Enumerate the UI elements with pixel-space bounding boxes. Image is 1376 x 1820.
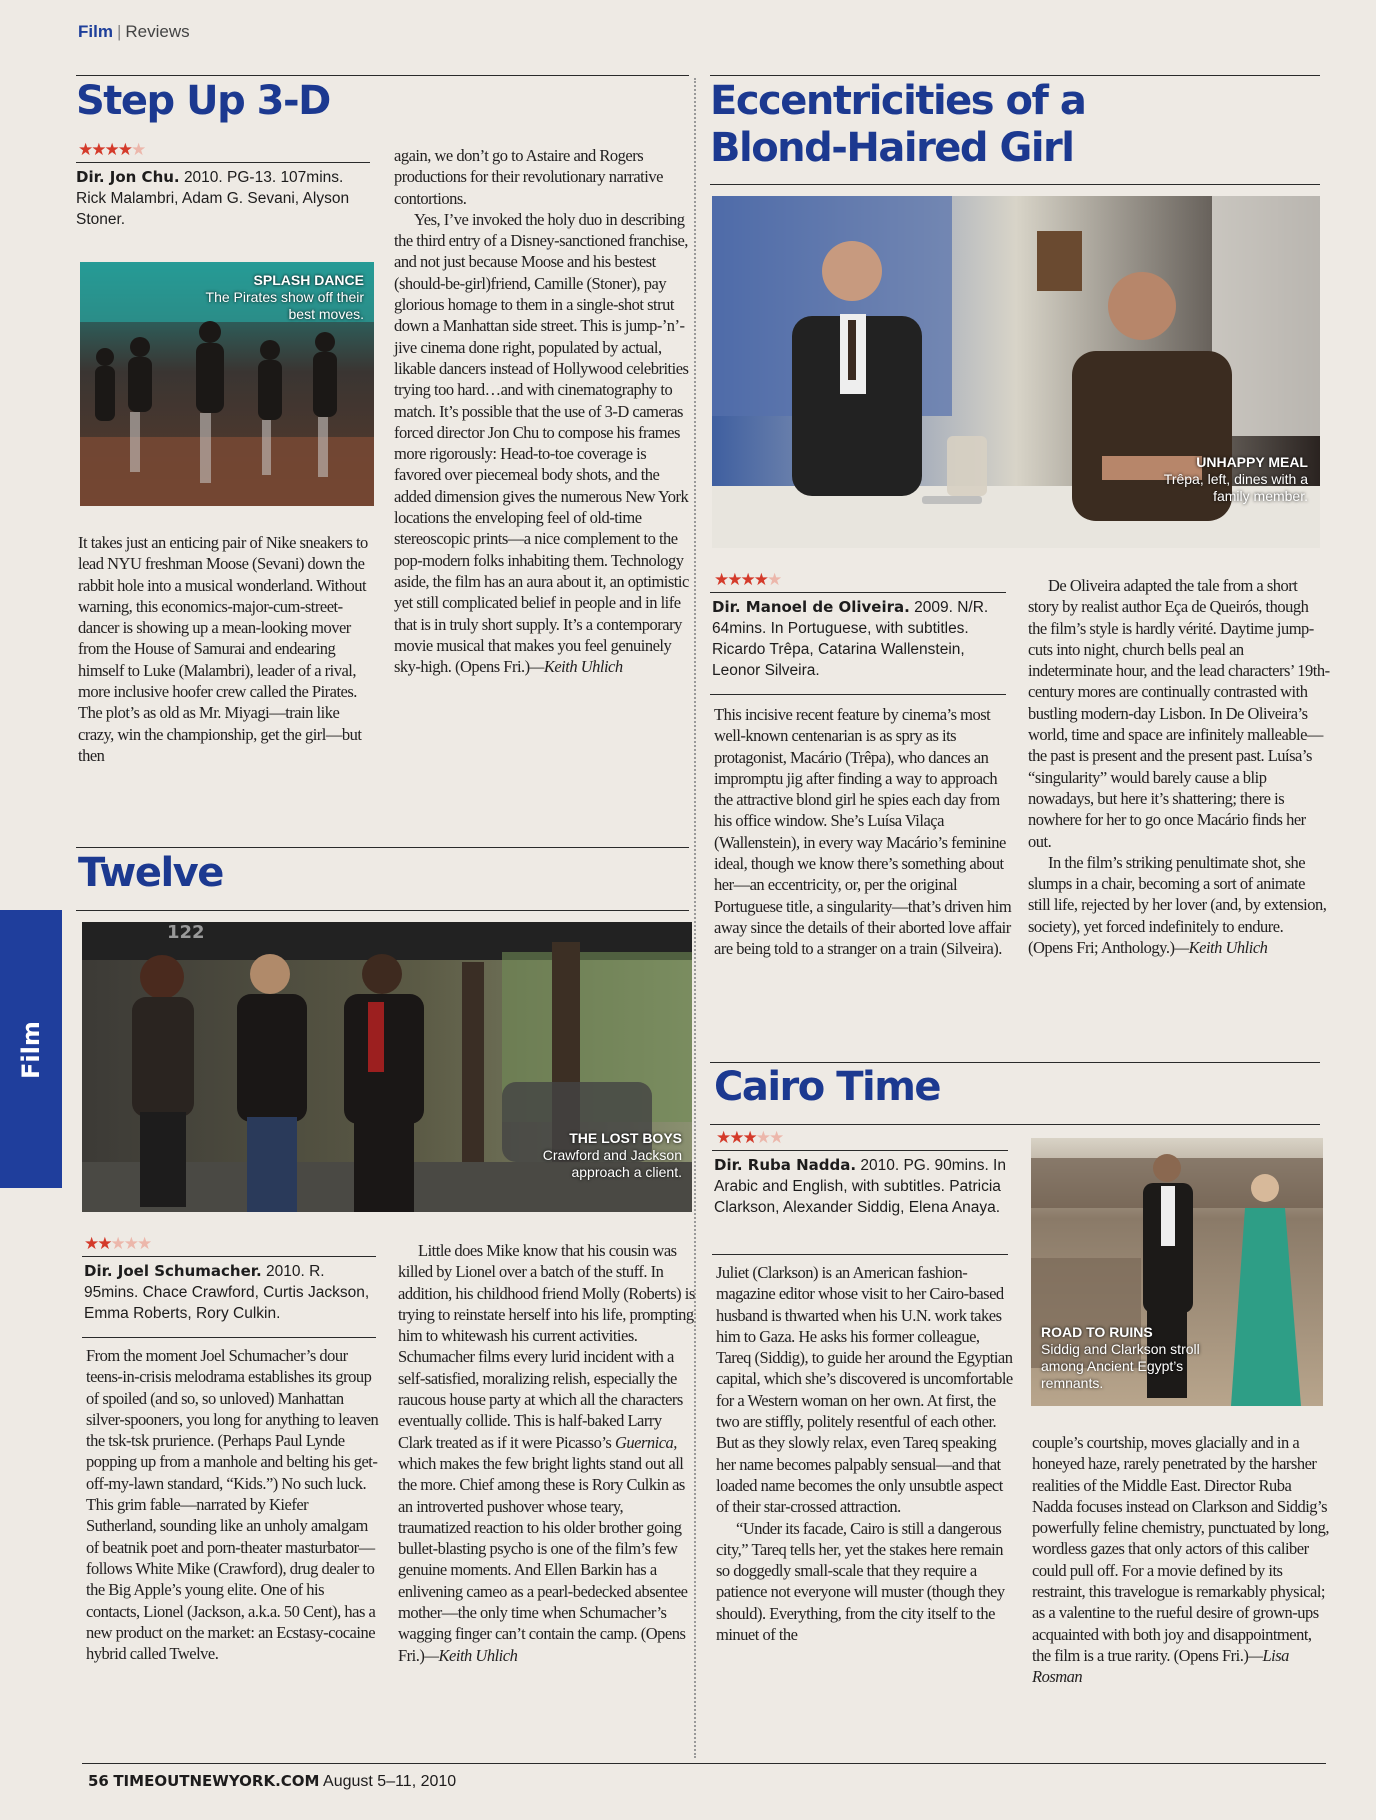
twelve-paragraph-2b: which makes the few bright lights stand out all the more. Chief among these is Rory Culkin as an introverted pushover whose teary, traumatized reaction to his older brother going bullet-blasting psycho is one of the film’s few genuine moments. And Ellen Barkin has a enlivening cameo as a pearl-bedecked absentee mother—the only time when Schumacher’s wagging finger can’t contain the camp. (Opens Fri.) [398,1453,688,1665]
twelve-photo [82,922,692,1212]
twelve-paragraph-1: From the moment Joel Schumacher’s dour teens-in-crisis melodrama establishes its group of spoiled (and so, so unloved) Manhattan silver-spooners, you long for anything to leaven the tsk-tsk prurience. (Perhaps Paul Lynde popping up from a manhole and belting his get-off-my-lawn standard, “Kids.”) No such luck. This grim fable—narrated by Kiefer Sutherland, sounding like an unholy amalgam of beatnik poet and porn-theater masturbator—follows White Mike (Crawford), drug dealer to the Big Apple’s young elite. One of his contacts, Lionel (Jackson, a.k.a. 50 Cent), has a new product on the market: an Ecstasy-cocaine hybrid called Twelve. [86,1346,379,1664]
cairo-credits-rule [712,1150,1008,1151]
footer-site[interactable]: TIMEOUTNEWYORK.COM [113,1772,320,1790]
page-footer [88,1772,456,1791]
cairo-director: Dir. Ruba Nadda. [714,1156,857,1174]
eccentricities-title-line1: Eccentricities of a [710,78,1086,124]
twelve-director: Dir. Joel Schumacher. [84,1262,262,1280]
eccentricities-photo-caption [1158,454,1308,505]
eccentricities-paragraph-3: In the film’s striking penultimate shot, she slumps in a chair, becoming a sort of animate still life, rejected by her lover (and, by extension, society), yet forced indefinitely to endure. (Opens Fri; Anthology.) [1028,852,1327,958]
stepup-photo [80,262,374,506]
star-filled-icon: ★ [84,1234,98,1254]
side-tab-label: Film [17,1021,45,1079]
stepup-body-col1 [78,532,374,766]
star-filled-icon: ★ [117,140,131,160]
star-filled-icon: ★ [727,570,741,590]
eccentricities-photo [712,196,1320,548]
eccentricities-credits-rule [710,592,1006,593]
section-header [78,22,190,42]
cairo-body-col2 [1032,1432,1332,1688]
eccentricities-title [710,78,1085,172]
twelve-body-col2 [398,1240,696,1666]
stepup-top-rule [76,75,689,76]
cairo-title-rule [710,1124,1320,1125]
stepup-paragraph-2: again, we don’t go to Astaire and Rogers productions for their revolutionary narrative contortions. [394,146,663,208]
star-empty-icon: ★ [123,1234,137,1254]
eccentricities-title-rule [710,184,1320,185]
eccentricities-paragraph-1: This incisive recent feature by cinema’s most well-known centenarian is as spry as its protagonist, Macário (Trêpa), who dances an impromptu jig after finding a way to approach the attractive blond girl he spies each day from his office window. She’s Luísa Vilaça (Wallenstein), in every way Macário’s feminine ideal, though we know there’s something about her—an eccentricity, or, per the original Portuguese title, a singularity—that’s driven him away since the details of their aborted love affair are being told to a stranger on a train (Silveira). [714,705,1012,959]
star-filled-icon: ★ [742,1128,756,1148]
twelve-caption-title: THE LOST BOYS [569,1130,682,1146]
stepup-director: Dir. Jon Chu. [76,168,180,186]
stepup-caption-title: SPLASH DANCE [253,272,364,288]
subsection-label[interactable]: Reviews [125,22,190,41]
stepup-byline: —Keith Uhlich [529,657,623,677]
stepup-star-rating [78,140,144,160]
eccentricities-byline: —Keith Uhlich [1174,938,1268,958]
star-empty-icon: ★ [110,1234,124,1254]
eccentricities-credits [712,597,1012,681]
star-empty-icon: ★ [769,1128,783,1148]
star-filled-icon: ★ [753,570,767,590]
star-empty-icon: ★ [137,1234,151,1254]
eccentricities-credits-text: 2009. N/R. 64mins. In Portuguese, with subtitles. Ricardo Trêpa, Catarina Wallenstein, Leonor Silveira. [712,599,989,679]
star-empty-icon: ★ [755,1128,769,1148]
twelve-credits-bottom-rule [82,1337,376,1338]
eccentricities-body-col2 [1028,575,1330,958]
footer-date: August 5–11, 2010 [323,1773,457,1790]
eccentricities-credits-bottom-rule [710,694,1006,695]
twelve-credits-rule [82,1256,376,1257]
section-separator: | [116,22,122,41]
eccentricities-director: Dir. Manoel de Oliveira. [712,598,910,616]
cairo-top-rule [710,1062,1320,1063]
stepup-paragraph-3: Yes, I’ve invoked the holy duo in describing the third entry of a Disney-sanctioned franchise, and not just because Moose and his bestest (should-be-girl)friend, Camille (Stoner), pay glorious homage to them in a single-shot strut down a Manhattan side street. This is jump-’n’-jive cinema done right, populated by actual, likable dancers instead of Hollywood celebrities trying too hard…and with cinematography to match. It’s possible that the use of 3-D cameras forced director Jon Chu to compose his frames more rigorously: Head-to-toe coverage is favored over piecemeal body shots, and the added dimension gives the numerous New York locations the enveloping feel of old-time stereoscopic prints—a nice complement to the pop-modern folks inhabiting them. Technology aside, the film has an aura about it, an optimistic yet still complicated belief in people and in life that is in truly short supply. It’s a contemporary movie musical that makes you feel genuinely sky-high. (Opens Fri.) [394,209,689,677]
star-empty-icon: ★ [767,570,781,590]
twelve-star-rating [84,1234,150,1254]
twelve-body-col1 [86,1345,380,1664]
twelve-title: Twelve [78,850,223,896]
stepup-body-col2 [394,145,690,677]
eccentricities-caption-title: UNHAPPY MEAL [1196,454,1308,470]
cairo-credits-text: 2010. PG. 90mins. In Arabic and English, with subtitles. Patricia Clarkson, Alexander Siddig, Elena Anaya. [714,1157,1006,1216]
twelve-top-rule [76,847,689,848]
stepup-title: Step Up 3-D [76,78,330,124]
star-filled-icon: ★ [740,570,754,590]
cairo-caption-text: Siddig and Clarkson stroll among Ancient Egypt’s remnants. [1041,1341,1200,1391]
cairo-byline: —Lisa Rosman [1032,1645,1289,1687]
stepup-credits-rule [76,162,370,163]
twelve-paragraph-2-italic: Guernica, [614,1432,677,1452]
eccentricities-top-rule [710,75,1320,76]
cairo-photo-caption [1041,1324,1201,1392]
cairo-credits [714,1155,1014,1218]
eccentricities-paragraph-2: De Oliveira adapted the tale from a short story by realist author Eça de Queirós, though the film’s style is hardly vérité. Daytime jump-cuts into night, church bells peal an indeterminate hour, and the lead characters’ 19th-century mores are continually contrasted with bustling modern-day Lisbon. In De Oliveira’s world, time and space are infinitely malleable—the past is present and the present past. Luísa’s “singularity” would barely cause a blip nowadays, but here it’s shattering; there is nowhere for her to go once Macário finds her out. [1028,576,1330,851]
cairo-caption-title: ROAD TO RUINS [1041,1324,1153,1340]
twelve-photo-sign: 122 [167,922,205,943]
footer-page-number: 56 [88,1772,109,1790]
star-filled-icon: ★ [104,140,118,160]
star-filled-icon: ★ [78,140,92,160]
twelve-title-rule [76,910,689,911]
twelve-credits-text: 2010. R. 95mins. Chace Crawford, Curtis Jackson, Emma Roberts, Rory Culkin. [84,1263,370,1322]
stepup-credits-text: 2010. PG-13. 107mins. Rick Malambri, Adam G. Sevani, Alyson Stoner. [76,169,350,228]
eccentricities-title-line2: Blond-Haired Girl [710,125,1074,171]
cairo-paragraph-3: couple’s courtship, moves glacially and in a honeyed haze, rarely penetrated by the harsher realities of the Middle East. Director Ruba Nadda focuses instead on Clarkson and Siddig’s powerfully feline chemistry, punctuated by long, wordless gazes that only actors of this caliber could pull off. For a movie defined by its restraint, this travelogue is remarkably physical; as a valentine to the rueful desire of grown-ups acquainted with both joy and disappointment, the film is a true rarity. (Opens Fri.) [1032,1433,1330,1665]
cairo-paragraph-1: Juliet (Clarkson) is an American fashion-magazine editor whose visit to her Cairo-based husband is thwarted when his U.N. work takes him to Gaza. He asks his former colleague, Tareq (Siddig), to guide her around the Egyptian capital, which she’s discovered is uncomfortable for a Western woman on her own. At first, the two are stiffly, politely resentful of each other. But as they slowly relax, even Tareq speaking her name becomes palpably sensual—and that loaded name becomes the only unsubtle aspect of their star-crossed attraction. [716,1263,1013,1517]
section-label[interactable]: Film [78,22,113,41]
cairo-title: Cairo Time [714,1064,940,1110]
stepup-credits [76,167,376,230]
star-filled-icon: ★ [97,1234,111,1254]
cairo-photo [1031,1138,1323,1406]
twelve-credits [84,1261,380,1324]
star-filled-icon: ★ [91,140,105,160]
twelve-byline: —Keith Uhlich [424,1645,518,1665]
twelve-caption-text: Crawford and Jackson approach a client. [542,1147,682,1180]
eccentricities-star-rating [714,570,780,590]
cairo-body-col1 [716,1262,1016,1645]
footer-rule [82,1763,1326,1764]
twelve-photo-caption [522,1130,682,1181]
stepup-caption-text: The Pirates show off their best moves. [205,289,364,322]
cairo-star-rating [716,1128,782,1148]
stepup-photo-caption [194,272,364,323]
star-filled-icon: ★ [716,1128,730,1148]
eccentricities-caption-text: Trêpa, left, dines with a family member. [1163,471,1308,504]
star-filled-icon: ★ [729,1128,743,1148]
star-filled-icon: ★ [714,570,728,590]
twelve-paragraph-2a: Little does Mike know that his cousin was killed by Lionel over a batch of the stuff. In addition, his childhood friend Molly (Roberts) is trying to reinstate herself into his life, prompting him to whitewash his current activities. Schumacher films every lurid incident with a self-satisfied, moralizing relish, especially the raucous house party at which all the characters eventually collide. This is half-baked Larry Clark treated as if it were Picasso’s [398,1241,695,1452]
star-empty-icon: ★ [131,140,145,160]
cairo-credits-bottom-rule [712,1254,1008,1255]
eccentricities-body-col1 [714,704,1014,960]
cairo-paragraph-2: “Under its facade, Cairo is still a dangerous city,” Tareq tells her, yet the stakes here remain so doggedly small-scale that they require a patience not everyone will muster (though they should). Everything, from the city itself to the minuet of the [716,1518,1005,1645]
stepup-paragraph-1: It takes just an enticing pair of Nike sneakers to lead NYU freshman Moose (Sevani) down the rabbit hole into a musical wonderland. Without warning, this economics-major-cum-street-dancer is showing up a mean-looking mover from the House of Samurai and endearing himself to Luke (Malambri), leader of a rival, more inclusive hoofer crew called the Pirates. The plot’s as old as Mr. Miyagi—train like crazy, win the championship, get the girl—but then [78,533,368,765]
